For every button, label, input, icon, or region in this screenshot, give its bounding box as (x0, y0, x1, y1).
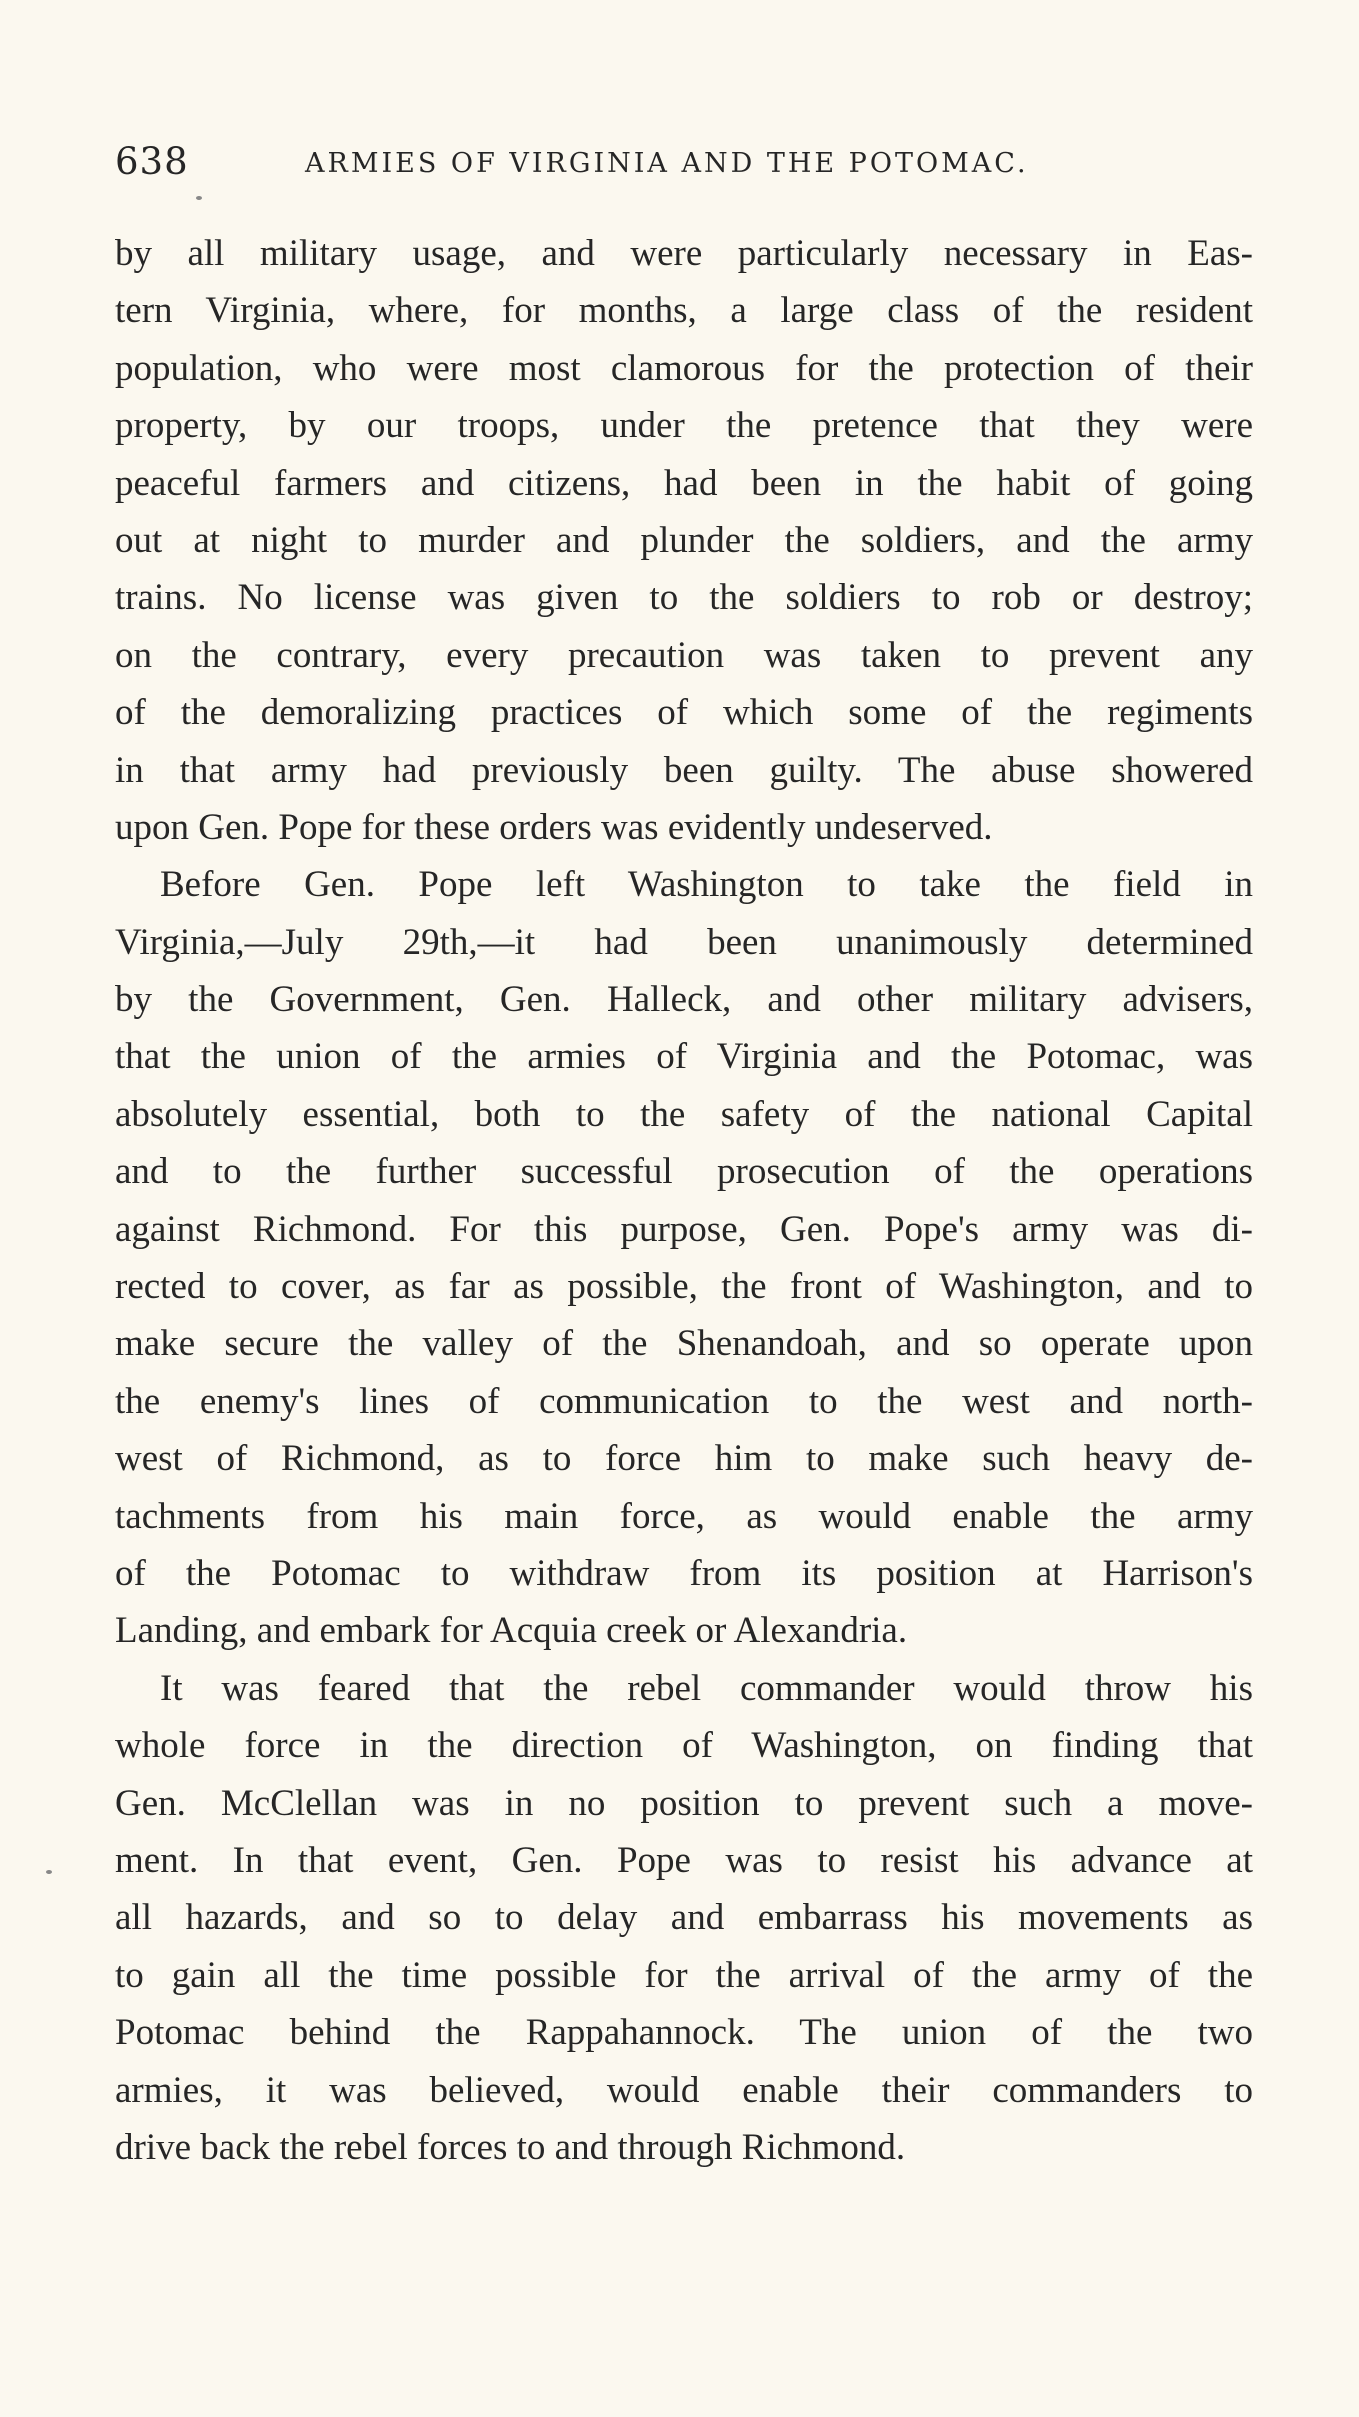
text-line: tern Virginia, where, for months, a large class of the resident (115, 290, 1253, 332)
text-line: Landing, and embark for Acquia creek or Alexandria. (115, 1610, 908, 1652)
body-text (115, 225, 1253, 2176)
page-header (115, 140, 1255, 200)
text-line: tachments from his main force, as would enable the army (115, 1495, 1253, 1537)
text-line: west of Richmond, as to force him to make such heavy de- (115, 1438, 1253, 1480)
text-line: on the contrary, every precaution was taken to prevent any (115, 634, 1253, 676)
text-line: peaceful farmers and citizens, had been in the habit of going (115, 462, 1253, 504)
text-line: and to the further successful prosecution of the operations (115, 1151, 1253, 1193)
text-line: out at night to murder and plunder the soldiers, and the army (115, 519, 1253, 561)
paragraph (115, 856, 1253, 1659)
text-line: population, who were most clamorous for the protection of their (115, 347, 1253, 389)
paragraph (115, 225, 1253, 856)
text-line: drive back the rebel forces to and through Richmond. (115, 2126, 906, 2168)
text-line: absolutely essential, both to the safety of the national Capital (115, 1093, 1253, 1135)
text-line: that the union of the armies of Virginia and the Potomac, was (115, 1036, 1253, 1078)
running-title: ARMIES OF VIRGINIA AND THE POTOMAC. (305, 148, 1029, 179)
text-line: rected to cover, as far as possible, the front of Washington, and to (115, 1266, 1253, 1308)
ink-speck (46, 1870, 52, 1874)
text-line: property, by our troops, under the pretence that they were (115, 405, 1253, 447)
text-line: upon Gen. Pope for these orders was evidently undeserved. (115, 806, 993, 848)
text-line: all hazards, and so to delay and embarrass his movements as (115, 1897, 1253, 1939)
text-line: trains. No license was given to the soldiers to rob or destroy; (115, 577, 1253, 619)
text-line: the enemy's lines of communication to the west and north- (115, 1380, 1253, 1422)
text-line: against Richmond. For this purpose, Gen. Pope's army was di- (115, 1208, 1253, 1250)
text-line: It was feared that the rebel commander would throw his (160, 1667, 1253, 1709)
ink-speck (196, 196, 202, 200)
text-line: make secure the valley of the Shenandoah, and so operate upon (115, 1323, 1253, 1365)
text-line: to gain all the time possible for the arrival of the army of the (115, 1954, 1253, 1996)
page-number: 638 (115, 140, 189, 183)
text-line: Potomac behind the Rappahannock. The union of the two (115, 2012, 1253, 2054)
text-line: by all military usage, and were particularly necessary in Eas- (115, 233, 1253, 274)
text-line: Gen. McClellan was in no position to prevent such a move- (115, 1782, 1253, 1824)
text-line: by the Government, Gen. Halleck, and other military advisers, (115, 979, 1253, 1021)
text-line: whole force in the direction of Washington, on finding that (115, 1725, 1253, 1767)
text-line: in that army had previously been guilty. The abuse showered (115, 749, 1253, 791)
text-line: armies, it was believed, would enable their commanders to (115, 2069, 1253, 2111)
text-line: of the Potomac to withdraw from its position at Harrison's (115, 1552, 1253, 1594)
text-line: Virginia,—July 29th,—it had been unanimously determined (115, 921, 1253, 963)
text-line: of the demoralizing practices of which some of the regiments (115, 692, 1253, 734)
text-line: Before Gen. Pope left Washington to take the field in (160, 864, 1253, 906)
paragraph (115, 1660, 1253, 2177)
text-line: ment. In that event, Gen. Pope was to resist his advance at (115, 1839, 1253, 1881)
